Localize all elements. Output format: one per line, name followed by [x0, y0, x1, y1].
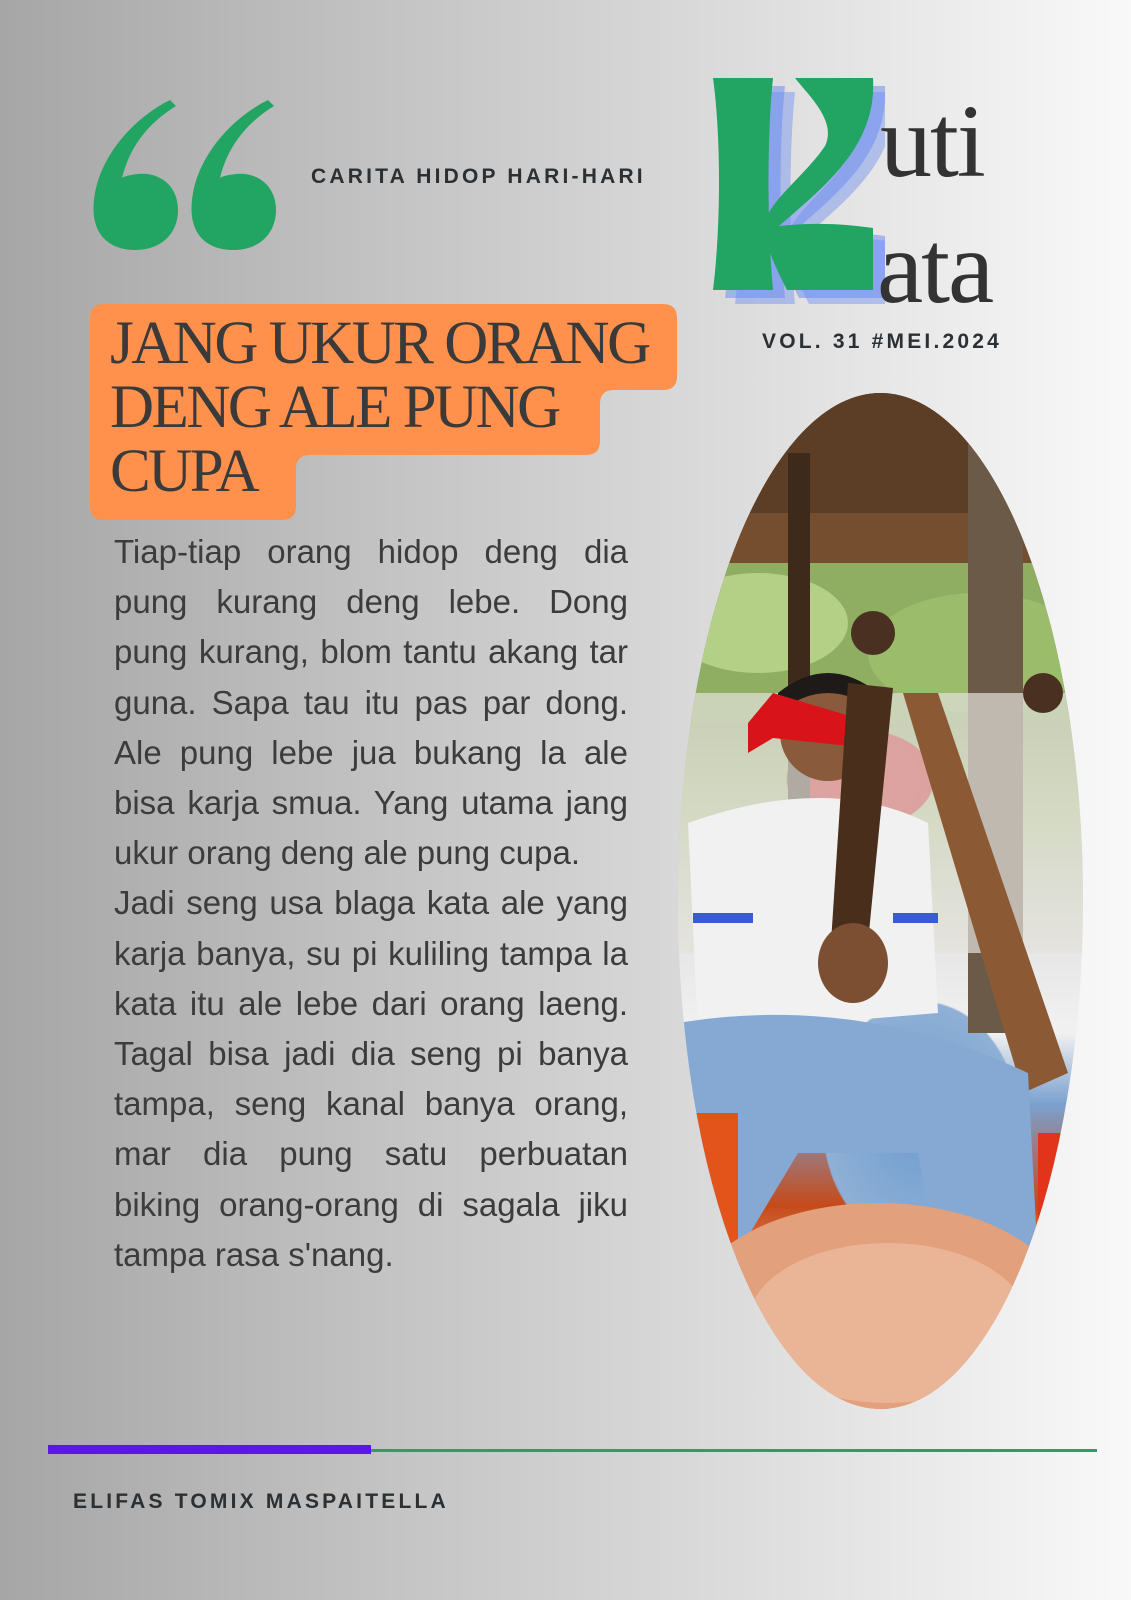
paragraph: Jadi seng usa blaga kata ale yang karja banya, su pi kuliling tampa la kata itu ale lebe dari orang laeng. Tagal bisa jadi dia seng pi banya tampa, seng kanal banya orang, mar dia pung satu perbuatan biking orang-orang di sagala jiku tampa rasa s'nang. [114, 884, 628, 1273]
article-title [110, 312, 690, 504]
author-name: ELIFAS TOMIX MASPAITELLA [73, 1490, 449, 1513]
divider-accent [48, 1445, 371, 1454]
logo-k-icon [705, 76, 885, 326]
title-line: DENG ALE PUNG [110, 374, 559, 441]
magazine-logo [705, 76, 1065, 326]
title-line: JANG UKUR ORANG [110, 310, 649, 377]
section-kicker: CARITA HIDOP HARI-HARI [311, 165, 646, 188]
issue-label: VOL. 31 #MEI.2024 [762, 330, 1002, 353]
logo-line-uti: uti [880, 84, 984, 199]
paragraph: Tiap-tiap orang hidop deng dia pung kurang deng lebe. Dong pung kurang, blom tantu akang tar guna. Sapa tau itu pas par dong. Ale pung lebe jua bukang la ale bisa karja smua. Yang utama jang ukur orang deng ale pung cupa. [114, 533, 628, 872]
article-photo [678, 393, 1083, 1409]
photo-illustration [678, 393, 1083, 1409]
title-line: CUPA [110, 438, 258, 505]
article-body [114, 527, 628, 1280]
divider-line [371, 1449, 1097, 1452]
opening-quote-icon [90, 100, 290, 260]
logo-line-ata: ata [877, 210, 993, 325]
